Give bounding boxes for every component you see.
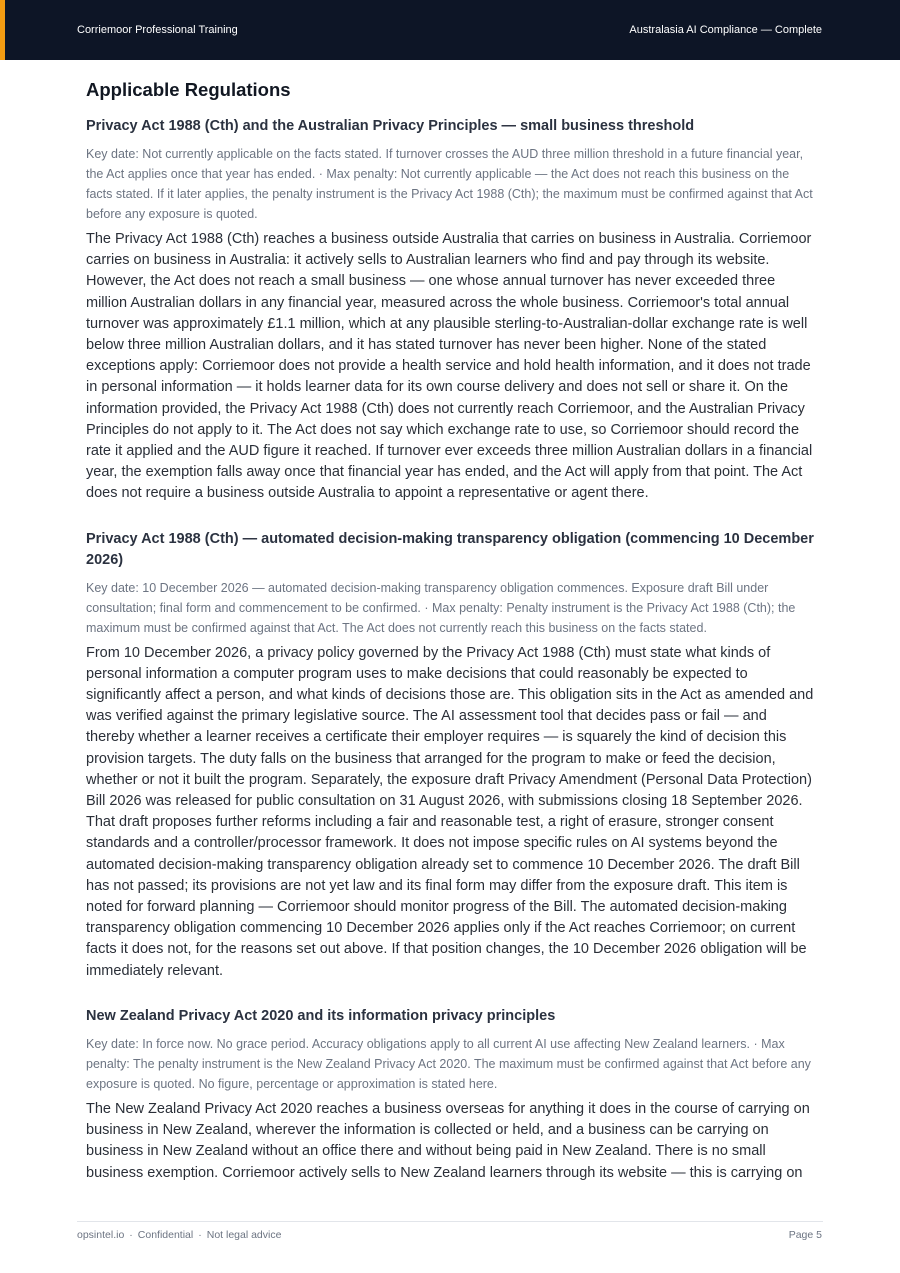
footer-info: opsintel.io · Confidential · Not legal advice	[77, 1229, 282, 1241]
footer-divider	[77, 1221, 823, 1222]
section-key-date-penalty: Key date: In force now. No grace period. Accuracy obligations apply to all current AI use affecting New Zealand learners. · Max penalty: The penalty instrument is the New Zealand Privacy Act 2020. The maximum must be confirmed against that Act before any exposure is quoted. No figure, percentage or approximation is stated here.	[86, 1036, 811, 1091]
main-content	[86, 78, 816, 1208]
page-number: Page 5	[788, 1229, 822, 1241]
page-title: Applicable Regulations	[86, 79, 291, 100]
section-key-date-penalty: Key date: Not currently applicable on the facts stated. If turnover crosses the AUD three million threshold in a future financial year, the Act applies once that year has ended. · Max penalty: Not currently applicable — the Act does not reach this business on the facts stated. If it later applies, the penalty instrument is the Privacy Act 1988 (Cth); the maximum must be confirmed against that Act before any exposure is quoted.	[86, 147, 813, 221]
section-body: The Privacy Act 1988 (Cth) reaches a business outside Australia that carries on business in Australia. Corriemoor carries on business in Australia: it actively sells to Australian learners who find and pay through its website. However, the Act does not reach a small business — one whose annual turnover has never exceeded three million Australian dollars in any financial year, measured across the whole business. Corriemoor's total annual turnover was approximately £1.1 million, which at any plausible sterling-to-Australian-dollar exchange rate is well below three million Australian dollars, and it has stated turnover has never been higher. None of the stated exceptions apply: Corriemoor does not provide a health service and hold health information, and it does not trade in personal information — it holds learner data for its own course delivery and does not sell or share it. On the information provided, the Privacy Act 1988 (Cth) does not currently reach Corriemoor, and the Australian Privacy Principles do not apply to it. The Act does not say which exchange rate to use, so Corriemoor should record the rate it applied and the AUD figure it reached. If turnover ever exceeds three million Australian dollars in a financial year, the exemption falls away once that financial year has ended, and the Act will apply from that point. The Act does not require a business outside Australia to appoint a representative or agent there.	[86, 231, 813, 502]
header-document-title: Australasia AI Compliance — Complete	[629, 24, 822, 36]
regulation-section	[86, 1006, 816, 1184]
section-key-date-penalty: Key date: 10 December 2026 — automated decision-making transparency obligation commences. Exposure draft Bill under consultation; final form and commencement to be confirmed. · Max penalty: Penalty instrument is the Privacy Act 1988 (Cth); the maximum must be confirmed against that Act. The Act does not currently reach this business on the facts stated.	[86, 580, 796, 635]
header-org-name: Corriemoor Professional Training	[77, 24, 238, 36]
footer-disclaimer: Not legal advice	[206, 1229, 282, 1241]
section-body: From 10 December 2026, a privacy policy governed by the Privacy Act 1988 (Cth) must state what kinds of personal information a computer program uses to make decisions that could reasonably be expected to significantly affect a person, and what kinds of decisions those are. This obligation sits in the Act as amended and was verified against the primary legislative source. The AI assessment tool that decides pass or fail — and thereby whether a learner receives a certificate their employer requires — is squarely the kind of decision this provision targets. The duty falls on the business that arranged for the program to make or feed the decision, whether or not it built the program. Separately, the exposure draft Privacy Amendment (Personal Data Protection) Bill 2026 was released for public consultation on 31 August 2026, with submissions closing 18 September 2026. That draft proposes further reforms including a fair and reasonable test, a right of erasure, stronger consent standards and a controller/processor framework. It does not impose specific rules on AI systems beyond the automated decision-making transparency obligation already set to commence 10 December 2026. The draft Bill has not passed; its provisions are not yet law and its final form may differ from the exposure draft. This item is noted for forward planning — Corriemoor should monitor progress of the Bill. The automated decision-making transparency obligation commencing 10 December 2026 applies only if the Act reaches Corriemoor; on current facts it does not, for the reasons set out above. If that position changes, the 10 December 2026 obligation will be immediately relevant.	[86, 644, 814, 979]
section-heading: Privacy Act 1988 (Cth) — automated decision-making transparency obligation (commencing 10 December 2026)	[86, 530, 814, 568]
section-body: The New Zealand Privacy Act 2020 reaches a business overseas for anything it does in the course of carrying on business in New Zealand, wherever the information is collected or held, and a business can be carrying on business in New Zealand without an office there and without being paid in New Zealand. There is no small business exemption. Corriemoor actively sells to New Zealand learners through its website — this is carrying on	[86, 1100, 810, 1181]
footer-confidential: Confidential	[137, 1229, 194, 1241]
footer-site: opsintel.io	[77, 1229, 125, 1241]
page-header	[0, 0, 900, 60]
regulation-section	[86, 116, 816, 505]
section-heading: Privacy Act 1988 (Cth) and the Australian Privacy Principles — small business threshold	[86, 118, 695, 134]
regulation-section	[86, 529, 816, 982]
section-heading: New Zealand Privacy Act 2020 and its information privacy principles	[86, 1007, 556, 1024]
